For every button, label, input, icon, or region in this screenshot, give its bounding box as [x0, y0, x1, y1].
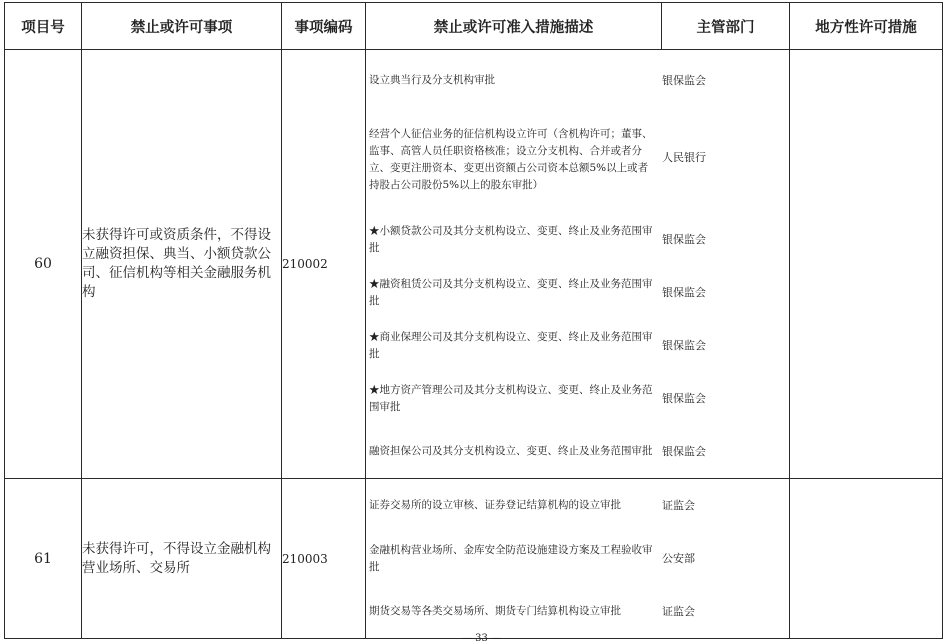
measure-dept: 银保监会: [662, 74, 706, 87]
measure-item: [366, 107, 789, 213]
measure-item: [366, 266, 789, 319]
row-item: 未获得许可，不得设立金融机构营业场所、交易所: [82, 479, 282, 639]
measure-item: [366, 425, 789, 478]
measure-item: [366, 532, 789, 585]
header-dept: 主管部门: [662, 3, 790, 50]
measure-desc: ★商业保理公司及其分支机构设立、变更、终止及业务范围审批: [369, 330, 653, 360]
measure-dept: 人民银行: [662, 151, 706, 164]
row-item: 未获得许可或资质条件，不得设立融资担保、典当、小额贷款公司、征信机构等相关金融服务机构: [82, 50, 282, 479]
row-number: 60: [5, 50, 82, 479]
regulation-table: [4, 2, 943, 639]
measure-desc: 金融机构营业场所、金库安全防范设施建设方案及工程验收审批: [369, 543, 653, 573]
measure-desc: 期货交易等各类交易场所、期货专门结算机构设立审批: [369, 605, 621, 617]
measure-dept: 银保监会: [662, 445, 706, 458]
header-no: 项目号: [5, 3, 82, 50]
measure-dept: 银保监会: [662, 392, 706, 405]
measure-list: [366, 50, 790, 479]
measure-desc: 证券交易所的设立审核、证券登记结算机构的设立审批: [369, 499, 621, 511]
table-header-row: [5, 3, 943, 50]
measure-item: [366, 479, 789, 532]
row-number: 61: [5, 479, 82, 639]
measure-dept: 证监会: [662, 499, 695, 512]
measure-desc: 经营个人征信业务的征信机构设立许可（含机构许可；董事、监事、高管人员任职资格核准；设立分支机构、合并或者分立、变更注册资本、变更出资额占公司资本总额5%以上或者持股占公司股份5%以上的股东审批）: [369, 128, 653, 191]
header-item: 禁止或许可事项: [82, 3, 282, 50]
local-measure-cell: [790, 50, 943, 479]
measure-desc: 设立典当行及分支机构审批: [369, 74, 495, 86]
measure-dept: 公安部: [662, 552, 695, 565]
measure-dept: 银保监会: [662, 286, 706, 299]
row-code: 210003: [282, 479, 366, 639]
page-number: — 33 —: [462, 633, 502, 644]
measure-item: [366, 372, 789, 425]
measure-item: [366, 213, 789, 266]
local-measure-cell: [790, 479, 943, 639]
table-row-60: [5, 50, 943, 479]
measure-dept: 证监会: [662, 605, 695, 618]
measure-desc: ★小额贷款公司及其分支机构设立、变更、终止及业务范围审批: [369, 224, 653, 254]
measure-item: [366, 319, 789, 372]
measure-item: [366, 585, 789, 638]
measure-desc: 融资担保公司及其分支机构设立、变更、终止及业务范围审批: [369, 445, 653, 457]
row-code: 210002: [282, 50, 366, 479]
measure-list: [366, 479, 790, 639]
measure-item: [366, 54, 789, 107]
measure-dept: 银保监会: [662, 339, 706, 352]
header-measure: 禁止或许可准入措施描述: [366, 3, 662, 50]
measure-desc: ★地方资产管理公司及其分支机构设立、变更、终止及业务范围审批: [369, 383, 653, 413]
header-local: 地方性许可措施: [790, 3, 943, 50]
measure-desc: ★融资租赁公司及其分支机构设立、变更、终止及业务范围审批: [369, 277, 653, 307]
table-row-61: [5, 479, 943, 639]
header-code: 事项编码: [282, 3, 366, 50]
measure-dept: 银保监会: [662, 233, 706, 246]
